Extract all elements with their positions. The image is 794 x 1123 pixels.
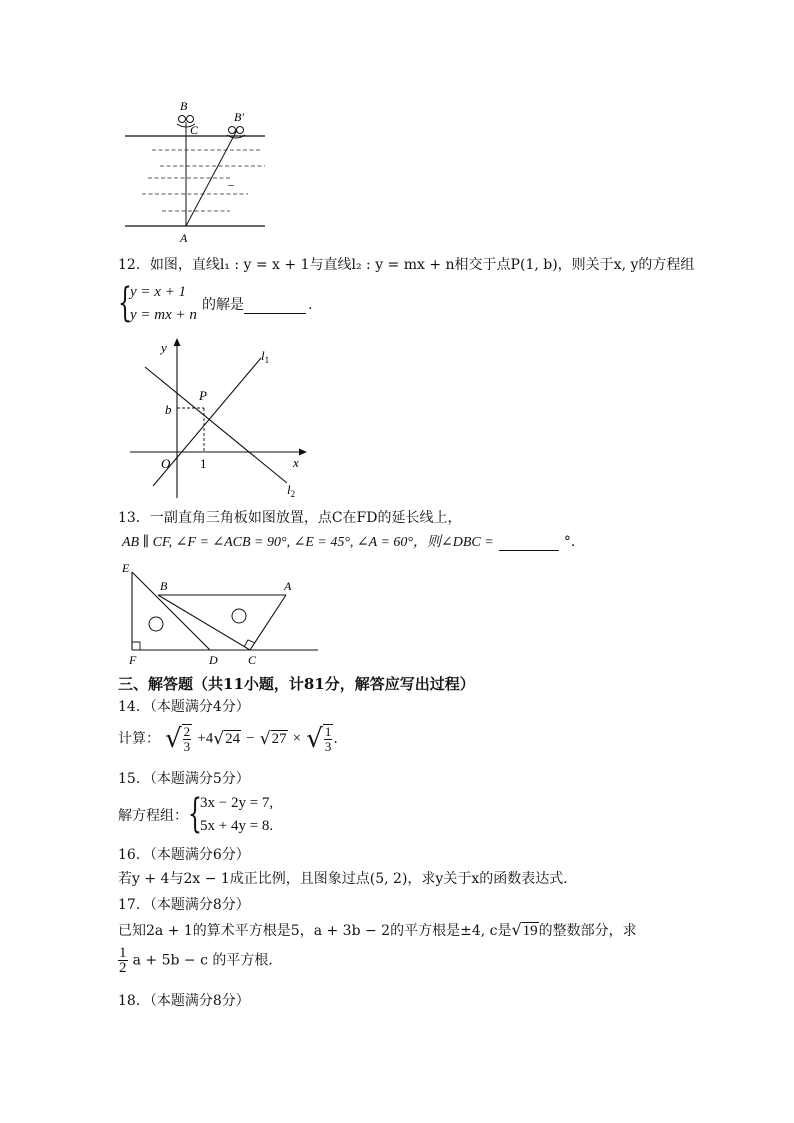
q12-suffix: 的解是 [202, 297, 244, 313]
label-C: C [190, 123, 199, 137]
axis-label-x: x [293, 455, 299, 470]
origin-label: O [161, 456, 171, 471]
label-D: D [209, 653, 218, 667]
q14-plus4: +4 [197, 730, 214, 747]
point-label-P: P [199, 388, 207, 403]
triangles-figure [118, 560, 323, 670]
line-label-l2: $l_2$ [287, 482, 296, 499]
label-Bp: B′ [234, 110, 244, 124]
tick-label-b: b [165, 402, 172, 417]
q17-rad: 19 [522, 923, 538, 939]
label-B: B [180, 99, 188, 113]
q15-eq2: 5x + 4y = 8. [200, 818, 274, 834]
q18-header: 18．（本题满分8分） [118, 993, 250, 1009]
right-angle-C [244, 640, 255, 647]
segment-AC [250, 595, 286, 650]
water-mark: – [228, 177, 234, 191]
q13-answer-blank[interactable] [499, 534, 559, 551]
x-axis-arrow [299, 449, 307, 456]
tick-label-1: 1 [200, 456, 207, 471]
q14-prefix: 计算： [118, 731, 160, 747]
q12-eq1: y = x + 1 [130, 284, 187, 300]
q15-system [118, 792, 318, 840]
segment-ED [132, 572, 210, 650]
sqrt-frac-icon: √ [165, 724, 182, 754]
right-angle-F [132, 642, 140, 650]
q14-frac2: $\frac{1}{3}$ [324, 724, 332, 754]
axis-label-y: y [161, 340, 167, 355]
hole-right-icon [232, 609, 246, 623]
q17-header: 17．（本题满分8分） [118, 897, 250, 913]
q17-line2 [118, 946, 282, 986]
q14-end: . [333, 731, 338, 747]
q12-eq2: y = mx + n [130, 307, 197, 323]
sqrt-icon: √ [259, 729, 271, 749]
q15-prefix: 解方程组： [118, 808, 188, 824]
q14-expression [118, 724, 338, 764]
sqrt-frac-icon: √ [306, 724, 323, 754]
q12-brace: { [118, 280, 132, 326]
q15-eq1: 3x − 2y = 7, [200, 795, 274, 811]
q12-text: 12．如图，直线l₁ : y = x + 1与直线l₂ : y = mx + n相交于点P(1, b)，则关于x, y的方程组 [118, 257, 695, 273]
q13-line1: 13．一副直角三角板如图放置，点C在FD的延长线上， [118, 510, 462, 526]
q17-frac: $\frac{1}{2}$ [119, 945, 127, 976]
line-label-l1: $l_1$ [261, 348, 270, 365]
lines-figure [125, 338, 310, 503]
q15-header: 15．（本题满分5分） [118, 771, 250, 787]
q16-text: 若y + 4与2x − 1成正比例，且图象过点(5, 2)，求y关于x的函数表达式． [118, 871, 578, 887]
section3-title: 三、解答题（共11小题，计81分，解答应写出过程） [118, 675, 475, 693]
q12-answer-blank[interactable] [244, 295, 306, 314]
q13-end: °． [563, 534, 585, 550]
river-figure [120, 94, 270, 246]
sqrt-icon: √ [511, 920, 522, 939]
q14-r24: 24 [225, 730, 241, 747]
q12-system [118, 281, 318, 329]
q13-condition: AB ∥ CF, ∠F = ∠ACB = 90°, ∠E = 45°, ∠A = 60°，则∠DBC = [122, 535, 494, 550]
label-B: B [160, 579, 168, 593]
q15-brace: { [188, 791, 202, 837]
label-A: A [180, 231, 188, 245]
q14-frac1: $\frac{2}{3}$ [183, 724, 191, 754]
q17-line2-text: a + 5b − c 的平方根． [132, 952, 283, 969]
q14-header: 14．（本题满分4分） [118, 699, 250, 715]
q14-minus: − [246, 730, 255, 747]
label-A: A [284, 579, 292, 593]
q17-line1-b: 的整数部分，求 [538, 923, 637, 939]
sqrt-icon: √ [213, 729, 225, 749]
q13-line2 [122, 531, 585, 551]
label-E: E [122, 561, 130, 575]
y-axis-arrow [174, 338, 181, 346]
q14-r27: 27 [271, 730, 287, 747]
q17-line1 [118, 920, 637, 940]
hole-left-icon [149, 617, 163, 631]
q17-line1-a: 已知2a + 1的算术平方根是5，a + 3b − 2的平方根是±4, c是 [118, 923, 512, 939]
water-dashes [142, 150, 265, 211]
q16-header: 16．（本题满分6分） [118, 847, 250, 863]
q14-times: × [292, 730, 302, 747]
label-F: F [129, 653, 137, 667]
q12-end: . [308, 297, 313, 313]
label-C: C [248, 653, 257, 667]
